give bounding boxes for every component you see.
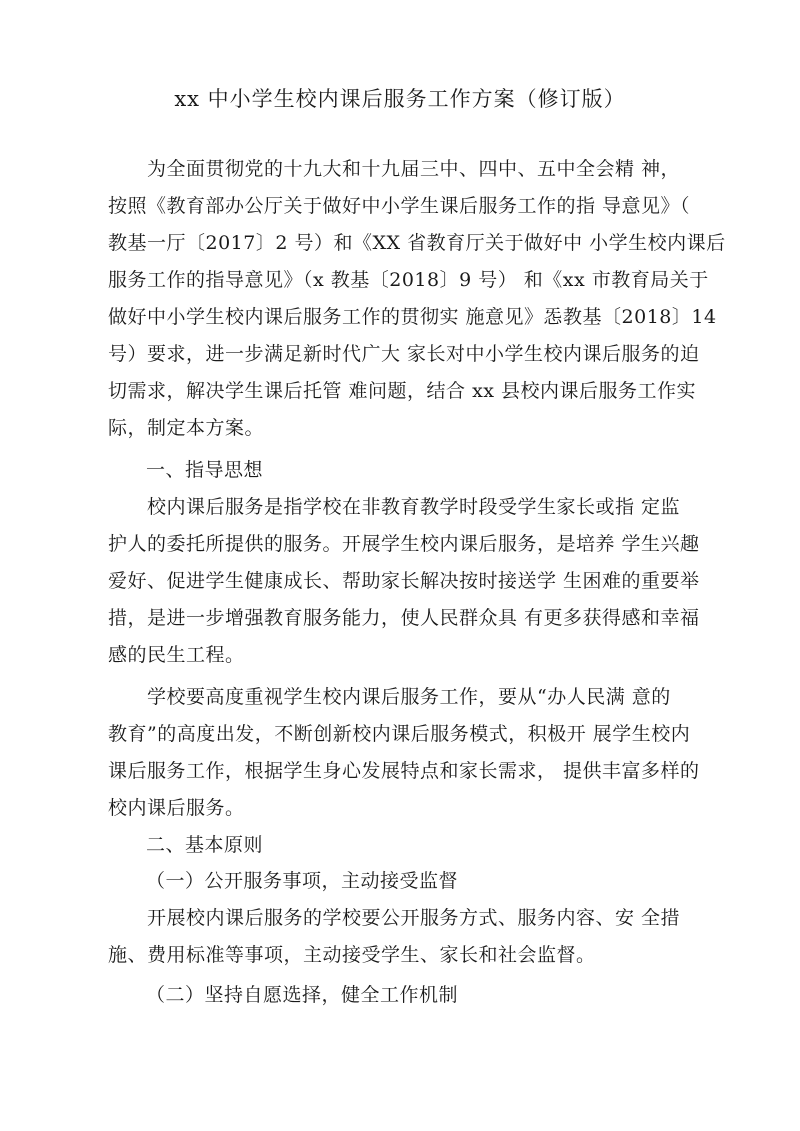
subsection2-heading: （二）坚持自愿选择，健全工作机制 xyxy=(146,984,459,1006)
text-line: 教育”的高度出发，不断创新校内课后服务模式，积极开 展学生校内 xyxy=(108,723,691,745)
text-line: 开展校内课后服务的学校要公开服务方式、服务内容、安 全措 xyxy=(108,907,681,929)
section1-heading: 一、指导思想 xyxy=(146,459,264,481)
text-line: 按照《教育部办公厅关于做好中小学生课后服务工作的指 导意见》（ xyxy=(108,195,691,217)
text-line: 做好中小学生校内课后服务工作的贯彻实 施意见》㤅教基〔2018〕14 xyxy=(108,306,717,328)
text-line: 号）要求，进一步满足新时代广大 家长对中小学生校内课后服务的迫 xyxy=(108,343,700,365)
subsection1-heading: （一）公开服务事项，主动接受监督 xyxy=(146,870,459,892)
text-line: 校内课后服务。 xyxy=(108,797,245,819)
document-title: xx 中小学生校内课后服务工作方案（修订版） xyxy=(174,87,626,111)
text-line: 护人的委托所提供的服务。开展学生校内课后服务，是培养 学生兴趣 xyxy=(108,533,700,555)
section1-paragraph-1 xyxy=(108,489,708,674)
text-line: 感的民生工程。 xyxy=(108,644,245,666)
text-line: 切需求，解决学生课后托管 难问题，结合 xx 县校内课后服务工作实 xyxy=(108,380,697,402)
text-line: 为全面贯彻党的十九大和十九届三中、四中、五中全会精 神， xyxy=(108,158,681,180)
text-line: 服务工作的指导意见》（x 教基〔2018〕9 号） 和《xx 市教育局关于 xyxy=(108,269,709,291)
text-line: 措，是进一步增强教育服务能力，使人民群众具 有更多获得感和幸福 xyxy=(108,607,700,629)
text-line: 校内课后服务是指学校在非教育教学时段受学生家长或指 定监 xyxy=(108,496,681,518)
subsection1-paragraph xyxy=(108,900,708,974)
text-line: 施、费用标准等事项，主动接受学生、家长和社会监督。 xyxy=(108,944,596,966)
text-line: 爱好、促进学生健康成长、帮助家长解决按时接送学 生困难的重要举 xyxy=(108,570,700,592)
text-line: 教基一厅〔2017〕2 号）和《XX 省教育厅关于做好中 小学生校内课后 xyxy=(108,232,726,254)
text-line: 学校要高度重视学生校内课后服务工作，要从“办人民满 意的 xyxy=(108,686,671,708)
text-line: 课后服务工作，根据学生身心发展特点和家长需求， 提供丰富多样的 xyxy=(108,760,700,782)
text-line: 际，制定本方案。 xyxy=(108,417,265,439)
section1-paragraph-2 xyxy=(108,679,708,827)
intro-paragraph xyxy=(108,151,726,447)
section2-heading: 二、基本原则 xyxy=(146,834,264,856)
